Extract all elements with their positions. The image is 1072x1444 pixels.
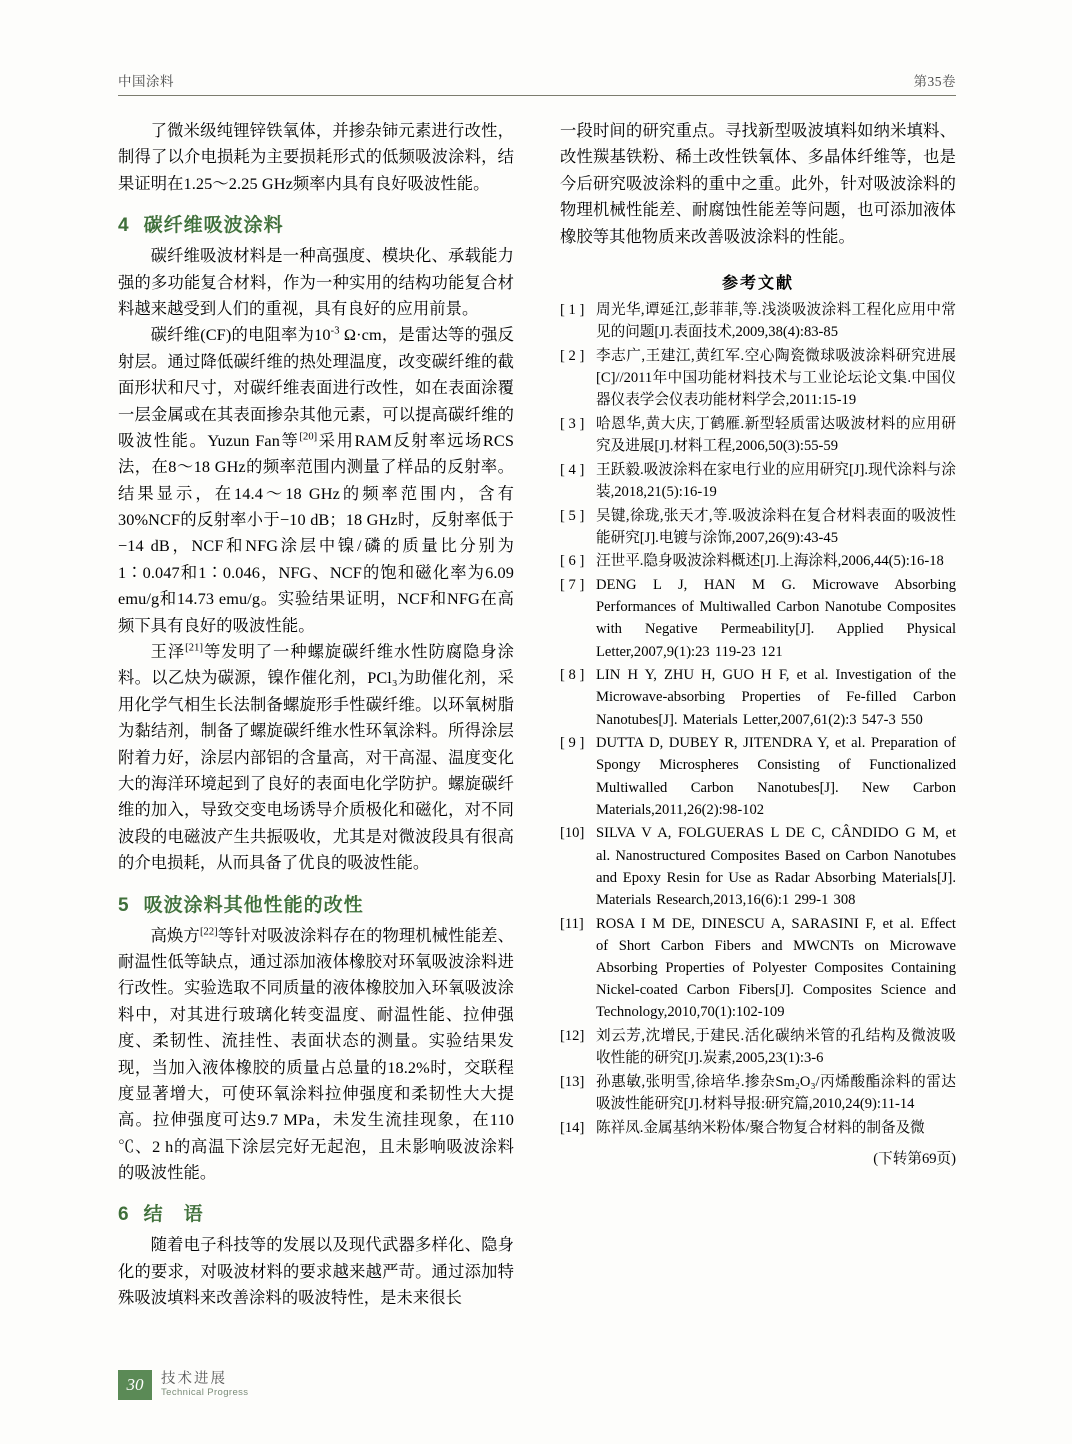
footer-section-en: Technical Progress bbox=[161, 1386, 249, 1398]
section-title-5: 吸波涂料其他性能的改性 bbox=[143, 894, 364, 916]
reference-text: 吴键,徐珑,张天才,等.吸波涂料在复合材料表面的吸波性能研究[J].电镀与涂饰,2007,26(9):43-45 bbox=[596, 507, 956, 546]
paragraph-5-1 bbox=[118, 923, 514, 1187]
footer-section-label bbox=[161, 1372, 248, 1398]
reference-tag: [ 9 ] bbox=[560, 735, 585, 752]
reference-text: ROSA I M DE, DINESCU A, SARASINI F, et al. Effect of Short Carbon Fibers and MWCNTs on Microwave Absorbing Properties of Polyester Composites Containing Nickel-coated Carbon Fibers[J]. Composites Science and Technology,2010,70(1):102-109 bbox=[596, 915, 956, 1021]
p51-part-b: 等针对吸波涂料存在的物理机械性能差、耐温性低等缺点，通过添加液体橡胶对环氧吸波涂料进行改性。实验选取不同质量的液体橡胶加入环氧吸波涂料中，对其进行玻璃化转变温度、耐温性能、拉伸强度、柔韧性、流挂性、表面状态的测量。实验结果发现，当加入液体橡胶的质量占总量的18.2%时，交联程度显著增大，可使环氧涂料拉伸强度和柔韧性大大提高。拉伸强度可达9.7 MPa，未发生流挂现象，在110 ℃、2 h的高温下涂层完好无起泡，且未影响吸波涂料的吸波性能。 bbox=[118, 925, 514, 1183]
page-number-badge: 30 bbox=[118, 1370, 152, 1400]
reference-text: DUTTA D, DUBEY R, JITENDRA Y, et al. Preparation of Spongy Microspheres Consisting of Functionalized Multiwalled Carbon Nanotubes[J]. New Carbon Materials,2011,26(2):98-102 bbox=[596, 735, 956, 818]
reference-item bbox=[560, 1025, 956, 1069]
p43-citation-21: [21] bbox=[185, 642, 204, 654]
reference-item bbox=[560, 505, 956, 549]
reference-item bbox=[560, 732, 956, 821]
paragraph-continued: 了微米级纯锂锌铁氧体，并掺杂铈元素进行改性，制得了以介电损耗为主要损耗形式的低频吸波涂料，结果证明在1.25～2.25 GHz频率内具有良好吸波性能。 bbox=[118, 121, 514, 193]
reference-tag: [ 6 ] bbox=[560, 553, 585, 570]
reference-item bbox=[560, 822, 956, 911]
paragraph-6-1: 随着电子科技等的发展以及现代武器多样化、隐身化的要求，对吸波材料的要求越来越严苛。通过添加特殊吸波填料来改善涂料的吸波特性，是未来很长 bbox=[118, 1235, 514, 1308]
reference-text: SILVA V A, FOLGUERAS L DE C, CÂNDIDO G M, et al. Nanostructured Composites Based on Carbon Nanotubes and Epoxy Resin for Use as Radar Absorbing Materials[J]. Materials Research,2013,16(6):1 299-1 308 bbox=[596, 825, 956, 908]
section-title-6: 结 语 bbox=[143, 1204, 204, 1226]
section-heading-5 bbox=[118, 890, 514, 917]
continued-on-note: (下转第69页) bbox=[873, 1150, 956, 1167]
paragraph-4-1: 碳纤维吸波材料是一种高强度、模块化、承载能力强的多功能复合材料，作为一种实用的结构功能复合材料越来越受到人们的重视，具有良好的应用前景。 bbox=[118, 246, 514, 318]
section-number-4: 4 bbox=[118, 215, 130, 237]
reference-tag: [ 5 ] bbox=[560, 507, 585, 524]
reference-item bbox=[560, 459, 956, 503]
reference-item bbox=[560, 550, 956, 572]
paragraph-conclusion-continued: 一段时间的研究重点。寻找新型吸波填料如纳米填料、改性羰基铁粉、稀土改性铁氧体、多晶体纤维等，也是今后研究吸波涂料的重中之重。此外，针对吸波涂料的物理机械性能差、耐腐蚀性能差等问题，也可添加液体橡胶等其他物质来改善吸波涂料的性能。 bbox=[560, 121, 956, 246]
section-title-4: 碳纤维吸波涂料 bbox=[143, 215, 284, 237]
p42-citation-20: [20] bbox=[299, 431, 318, 443]
header-volume: 第35卷 bbox=[913, 74, 956, 89]
reference-item bbox=[560, 913, 956, 1024]
reference-item bbox=[560, 345, 956, 412]
reference-tag: [ 7 ] bbox=[560, 577, 585, 594]
reference-tag: [ 1 ] bbox=[560, 301, 585, 318]
reference-tag: [12] bbox=[560, 1027, 585, 1044]
reference-text: 王跃毅.吸波涂料在家电行业的应用研究[J].现代涂料与涂装,2018,21(5):16-19 bbox=[596, 461, 956, 500]
reference-tag: [ 2 ] bbox=[560, 347, 585, 364]
reference-tag: [13] bbox=[560, 1073, 585, 1090]
section-heading-4 bbox=[118, 210, 514, 237]
p42-superscript-exponent: -3 bbox=[330, 325, 340, 337]
page-header bbox=[118, 70, 956, 96]
paragraph-4-3 bbox=[118, 639, 514, 877]
header-journal-name: 中国涂料 bbox=[118, 74, 174, 89]
reference-item bbox=[560, 1117, 956, 1139]
reference-item bbox=[560, 413, 956, 457]
reference-tag: [10] bbox=[560, 825, 585, 842]
paragraph-4-2 bbox=[118, 322, 514, 639]
page-footer bbox=[118, 1370, 248, 1400]
right-column bbox=[560, 118, 956, 1312]
reference-text: 汪世平.隐身吸波涂料概述[J].上海涂料,2006,44(5):16-18 bbox=[596, 553, 944, 570]
section-number-6: 6 bbox=[118, 1204, 130, 1226]
reference-text: 哈恩华,黄大庆,丁鹤雁.新型轻质雷达吸波材料的应用研究及进展[J].材料工程,2006,50(3):55-59 bbox=[596, 415, 956, 454]
reference-tag: [ 4 ] bbox=[560, 461, 585, 478]
reference-tag: [14] bbox=[560, 1119, 585, 1136]
reference-item bbox=[560, 664, 956, 731]
reference-item bbox=[560, 1071, 956, 1115]
p51-citation-22: [22] bbox=[199, 926, 218, 938]
left-column bbox=[118, 118, 514, 1312]
section-number-5: 5 bbox=[118, 894, 130, 916]
reference-tag: [ 3 ] bbox=[560, 415, 585, 432]
reference-tag: [11] bbox=[560, 915, 584, 932]
reference-text: LIN H Y, ZHU H, GUO H F, et al. Investigation of the Microwave-absorbing Properties of Fe-filled Carbon Nanotubes[J]. Materials Letter,2007,61(2):3 547-3 550 bbox=[596, 667, 956, 728]
reference-item bbox=[560, 299, 956, 343]
p42-part-c: 采用RAM反射率远场RCS法，在8～18 GHz的频率范围内测量了样品的反射率。结果显示，在14.4～18 GHz的频率范围内，含有30%NCF的反射率小于−10 dB；18 GHz时，反射率低于−14 dB，NCF和NFG涂层中镍/磷的质量比分别为1∶0.047和1∶0.046，NFG、NCF的饱和磁化率为6.09 emu/g和14.73 emu/g。实验结果证明，NCF和NFG在高频下具有良好的吸波性能。 bbox=[118, 430, 515, 635]
p42-part-b: Ω·cm，是雷达等的强反射层。通过降低碳纤维的热处理温度，改变碳纤维的截面形状和尺寸，对碳纤维表面进行改性，如在表面涂覆一层金属或在其表面掺杂其他元素，可以提高碳纤维的吸波性能。Yuzun Fan等 bbox=[118, 325, 514, 450]
reference-text: DENG L J, HAN M G. Microwave Absorbing Performances of Multiwalled Carbon Nanotube Composites with Negative Permeability[J]. Applied Physical Letter,2007,9(1):23 119-23 121 bbox=[596, 577, 956, 660]
reference-text: 陈祥凤.金属基纳米粉体/聚合物复合材料的制备及微 bbox=[596, 1119, 925, 1136]
reference-tag: [ 8 ] bbox=[560, 667, 585, 684]
reference-text: 李志广,王建江,黄红军.空心陶瓷微球吸波涂料研究进展[C]//2011年中国功能材料技术与工业论坛论文集.中国仪器仪表学会仪表功能材料学会,2011:15-19 bbox=[596, 347, 956, 409]
reference-text: 刘云芳,沈增民,于建民.活化碳纳米管的孔结构及微波吸收性能的研究[J].炭素,2005,23(1):3-6 bbox=[596, 1027, 956, 1067]
reference-item bbox=[560, 574, 956, 663]
section-heading-6 bbox=[118, 1199, 514, 1226]
p43-part-b: 等发明了一种螺旋碳纤维水性防腐隐身涂料。以乙炔为碳源，镍作催化剂，PCl₃为助催化剂，采用化学气相生长法制备螺旋形手性碳纤维。以环氧树脂为黏结剂，制备了螺旋碳纤维水性环氧涂料。所得涂层附着力好，涂层内部铝的含量高，对干高湿、温度变化大的海洋环境起到了良好的表面电化学防护。螺旋碳纤维的加入，导致交变电场诱导介质极化和磁化，对不同波段的电磁波产生共振吸收，尤其是对微波段具有很高的介电损耗，从而具备了优良的吸波性能。 bbox=[118, 642, 515, 873]
p51-part-a: 高焕方 bbox=[150, 925, 200, 945]
reference-text: 周光华,谭延江,彭菲菲,等.浅淡吸波涂料工程化应用中常见的问题[J].表面技术,2009,38(4):83-85 bbox=[596, 301, 956, 341]
references-list bbox=[560, 299, 956, 1139]
reference-text: 孙惠敏,张明雪,徐培华.掺杂Sm₂O₃/丙烯酸酯涂料的雷达吸波性能研究[J].材料导报:研究篇,2010,24(9):11-14 bbox=[596, 1073, 956, 1112]
p43-part-a: 王泽 bbox=[150, 642, 186, 662]
references-heading: 参考文献 bbox=[721, 274, 794, 292]
footer-section-cn: 技术进展 bbox=[161, 1370, 227, 1387]
p42-part-a: 碳纤维(CF)的电阻率为10 bbox=[150, 325, 331, 345]
two-column-body bbox=[118, 118, 956, 1312]
